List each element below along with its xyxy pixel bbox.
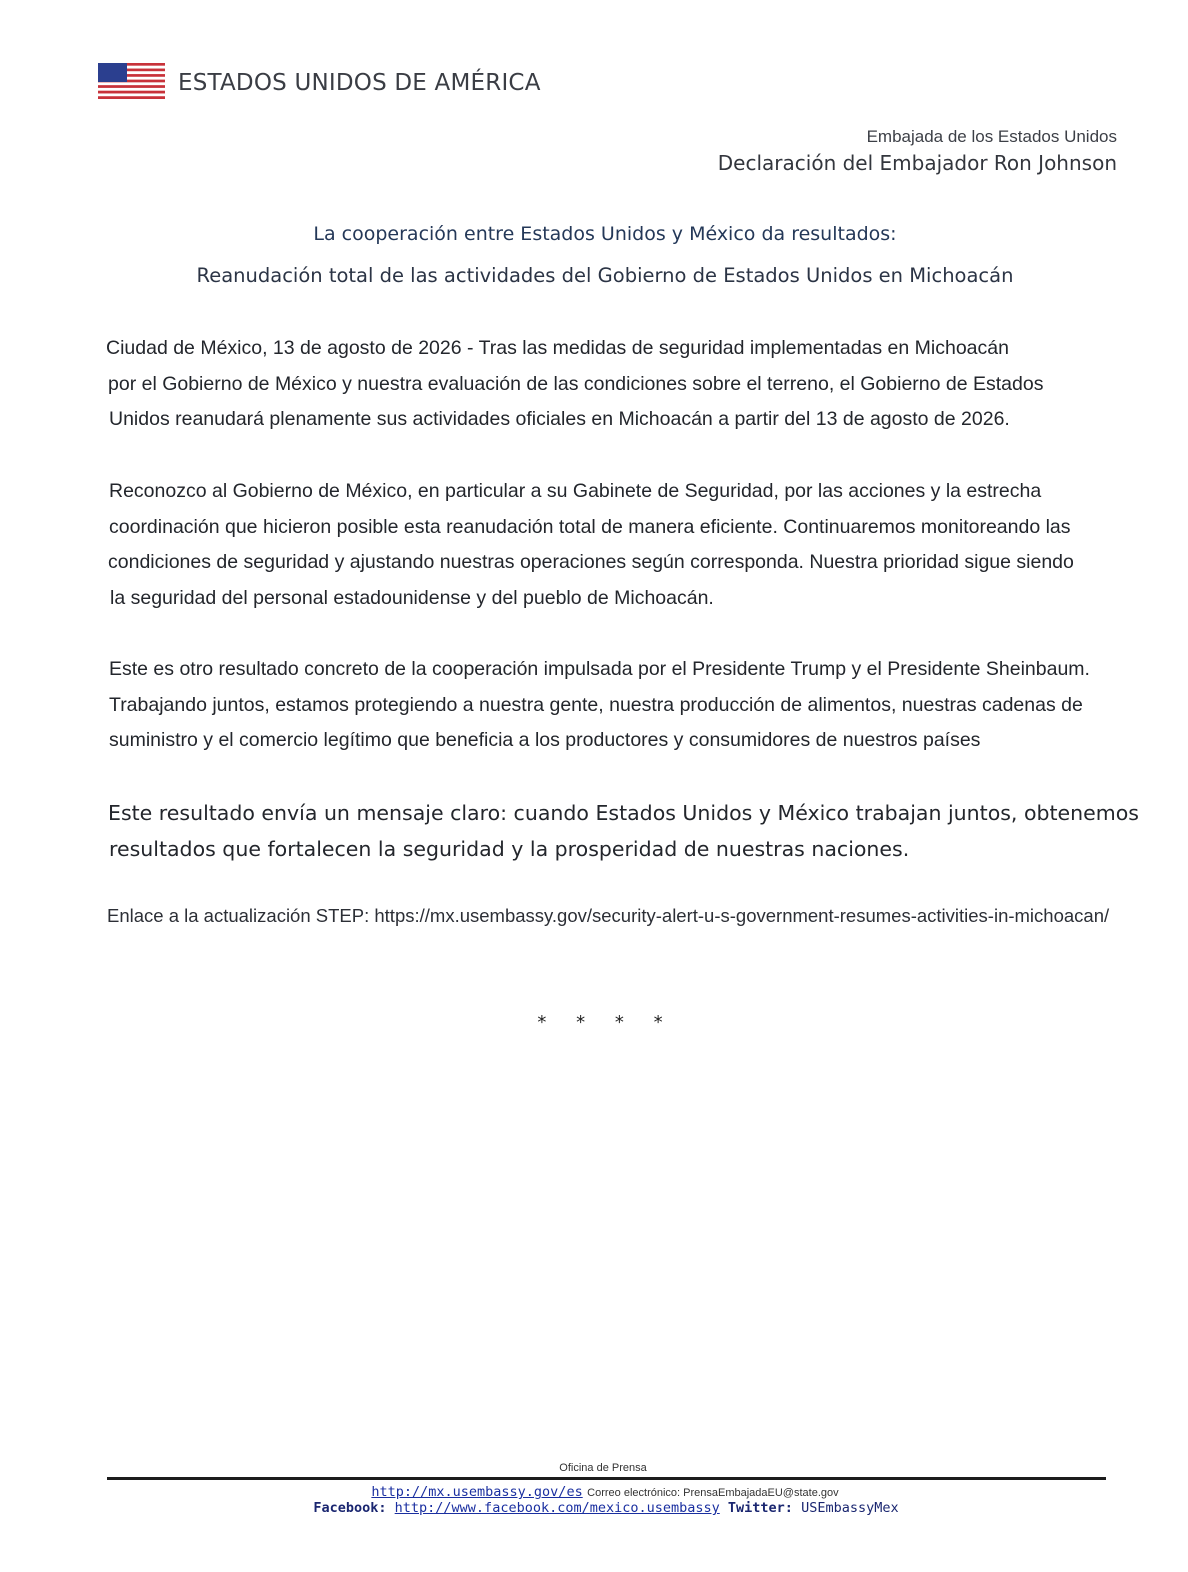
us-flag-icon: [98, 63, 165, 99]
paragraph-4: [108, 795, 1139, 867]
footer-contact-line: [0, 1483, 1188, 1501]
paragraph-line: por el Gobierno de México y nuestra evaluación de las condiciones sobre el terreno, el Gobierno de Estados: [108, 372, 1044, 395]
flag-stripe: [98, 96, 165, 99]
twitter-label: Twitter:: [727, 1500, 793, 1516]
website-link[interactable]: http://mx.usembassy.gov/es: [371, 1484, 583, 1500]
section-separator: * * * *: [537, 1012, 675, 1033]
paragraph-line: coordinación que hicieron posible esta reanudación total de manera eficiente. Continuaremos monitoreando las: [109, 515, 1071, 538]
flag-stripe: [98, 88, 165, 91]
paragraph-line: la seguridad del personal estadounidense y del pueblo de Michoacán.: [110, 586, 714, 609]
paragraph-line: resultados que fortalecen la seguridad y la prosperidad de nuestras naciones.: [109, 837, 910, 861]
step-link-label: Enlace a la actualización STEP:: [107, 905, 370, 926]
step-link-url[interactable]: https://mx.usembassy.gov/security-alert-u-s-government-resumes-activities-in-michoacan/: [374, 905, 1110, 926]
twitter-handle[interactable]: USEmbassyMex: [801, 1500, 899, 1516]
paragraph-2: [109, 474, 1109, 616]
flag-stripe: [98, 91, 165, 94]
document-title: La cooperación entre Estados Unidos y México da resultados:: [313, 223, 897, 245]
paragraph-line: Este resultado envía un mensaje claro: cuando Estados Unidos y México trabajan juntos, obtenemos: [108, 801, 1139, 825]
paragraph-line: Ciudad de México, 13 de agosto de 2026 - Tras las medidas de seguridad implementadas en Michoacán: [106, 337, 1009, 359]
footer-divider: [107, 1477, 1106, 1480]
flag-stripe: [98, 85, 165, 88]
country-name: ESTADOS UNIDOS DE AMÉRICA: [178, 70, 541, 96]
paragraph-line: Reconozco al Gobierno de México, en particular a su Gabinete de Seguridad, por las acciones y la estrecha: [109, 480, 1042, 502]
flag-stripe: [98, 82, 165, 85]
email-contact[interactable]: Correo electrónico: PrensaEmbajadaEU@state.gov: [587, 1487, 839, 1499]
paragraph-line: condiciones de seguridad y ajustando nuestras operaciones según corresponda. Nuestra prioridad sigue siendo: [108, 551, 1074, 573]
paragraph-line: Trabajando juntos, estamos protegiendo a nuestra gente, nuestra producción de alimentos, nuestras cadenas de: [109, 693, 1083, 716]
paragraph-line: suministro y el comercio legítimo que beneficia a los productores y consumidores de nuestros países: [109, 729, 981, 751]
paragraph-1: [106, 331, 1106, 438]
footer-social-line: [0, 1500, 1188, 1516]
paragraph-3: [109, 652, 1109, 759]
press-office-label: Oficina de Prensa: [559, 1462, 647, 1474]
step-link-line: [107, 905, 1109, 927]
facebook-label: Facebook:: [313, 1500, 387, 1516]
statement-heading: Declaración del Embajador Ron Johnson: [717, 151, 1117, 175]
paragraph-line: Unidos reanudará plenamente sus actividades oficiales en Michoacán a partir del 13 de agosto de 2026.: [109, 408, 1010, 430]
embassy-name: Embajada de los Estados Unidos: [866, 127, 1117, 146]
facebook-link[interactable]: http://www.facebook.com/mexico.usembassy: [394, 1500, 720, 1516]
flag-stripe: [98, 93, 165, 96]
paragraph-line: Este es otro resultado concreto de la cooperación impulsada por el Presidente Trump y el Presidente Sheinbaum.: [109, 658, 1090, 680]
document-subtitle: Reanudación total de las actividades del Gobierno de Estados Unidos en Michoacán: [196, 264, 1014, 287]
